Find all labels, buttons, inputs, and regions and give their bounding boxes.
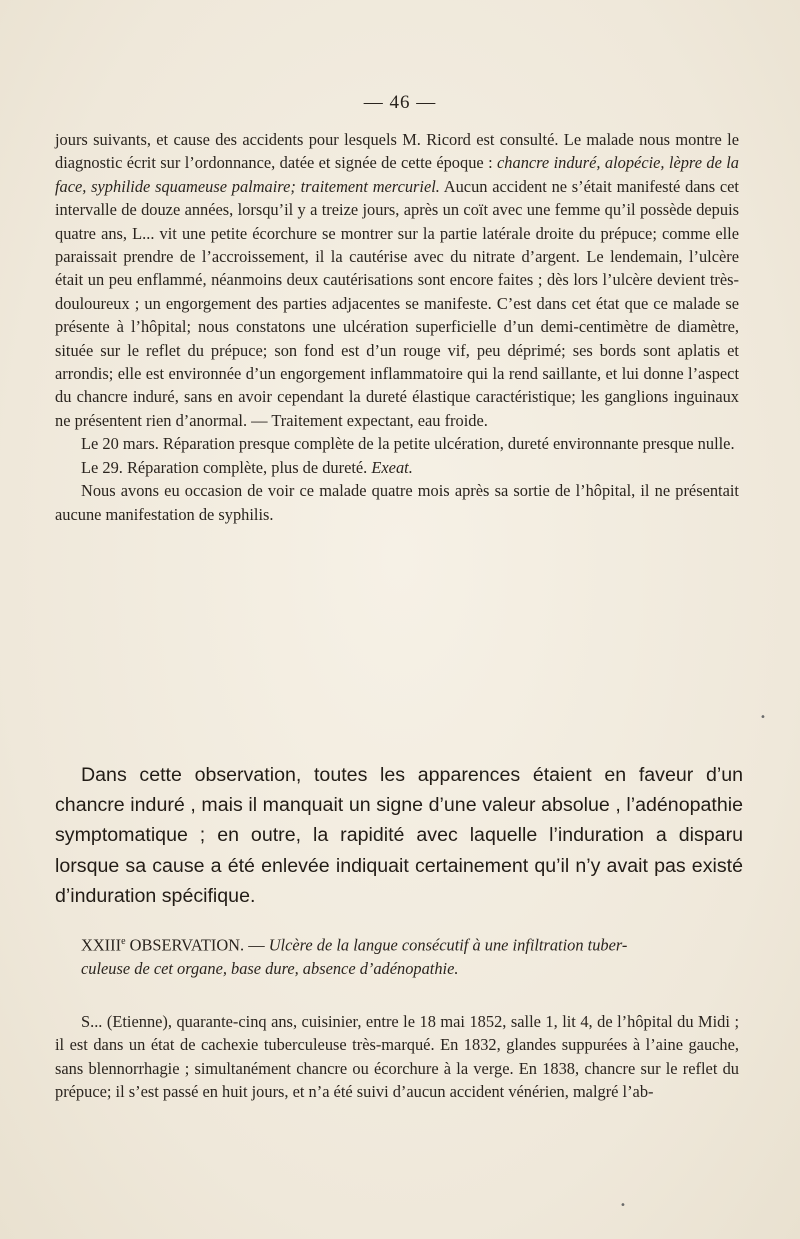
- margin-speck: •: [760, 712, 766, 723]
- summary-text: Dans cette observation, toutes les apparences étaient en faveur d’un chancre induré , mais il manquait un signe d’une valeur absolue , l’adénopathie symptomatique ; en outre, la rapidité avec laquelle l’induration a disparu lorsque sa cause a été enlevée indiquait certainement qu’il n’y avait pas existé d’induration spécifique.: [55, 764, 743, 907]
- exeat-italic: Exeat.: [371, 457, 413, 477]
- paragraph: [55, 456, 739, 479]
- margin-speck: •: [620, 1200, 626, 1211]
- text-run: jours suivants, et cause des accidents pour lesquels M. Ricord est consulté. Le malade nous montre le diagnostic écrit sur l’ordonnance, datée et signée de cette époque :: [55, 130, 739, 173]
- observation-numeral: XXIII: [81, 935, 122, 955]
- paragraph: Nous avons eu occasion de voir ce malade quatre mois après sa sortie de l’hôpital, il ne présentait aucune manifestation de syphilis.: [55, 481, 739, 524]
- paragraph: S... (Etienne), quarante-cinq ans, cuisinier, entre le 18 mai 1852, salle 1, lit 4, de l’hôpital du Midi ; il est dans un état de cachexie tuberculeuse très-marqué. En 1832, glandes suppurées à l’aine gauche, sans blennorrhagie ; simultanément chancre ou écorchure à la verge. En 1838, chancre sur le reflet du prépuce; il s’est passé en huit jours, et n’a été suivi d’aucun accident vénérien, malgré l’ab-: [55, 1012, 739, 1102]
- paragraph: Le 20 mars. Réparation presque complète de la petite ulcération, dureté environnante presque nulle.: [81, 434, 735, 454]
- observation-sup: e: [121, 936, 126, 947]
- observation-title-line: [55, 930, 743, 957]
- observation-label: OBSERVATION. —: [125, 935, 269, 955]
- page-number: — 46 —: [363, 92, 437, 113]
- paragraph: [55, 128, 739, 432]
- observation-heading: [55, 930, 743, 981]
- observation-text-bottom: [55, 1010, 739, 1104]
- observation-text-top: [55, 128, 739, 526]
- text-run: Aucun accident ne s’était manifesté dans cet intervalle de douze années, lorsqu’il y a treize jours, après un coït avec une femme qu’il possède depuis quatre ans, L... vit une petite écorchure se montrer sur la partie latérale droite du prépuce; comme elle paraissait prendre de l’accroissement, il la cautérise avec du nitrate d’argent. Le lendemain, l’ulcère était un peu enflammé, néanmoins deux cautérisations sont encore faites ; dès lors l’ulcère devient très-douloureux ; un engorgement des parties adjacentes se manifeste. C’est dans cet état que ce malade se présente à l’hôpital; nous constatons une ulcération superficielle d’un demi-centimètre de diamètre, située sur le reflet du prépuce; son fond est d’un rouge vif, peu déprimé; ses bords sont aplatis et arrondis; elle est environnée d’un engorgement inflammatoire qui la rend saillante, et lui donne l’aspect du chancre induré, sans en avoir cependant la dureté élastique caractéristique; les ganglions inguinaux ne présentent rien d’anormal. — Traitement expectant, eau froide.: [55, 176, 739, 430]
- observation-description: Ulcère de la langue consécutif à une infiltration tuber-: [268, 935, 628, 955]
- observation-description-cont: culeuse de cet organe, base dure, absence d’adénopathie.: [81, 959, 459, 979]
- summary-paragraph: [55, 760, 743, 911]
- diagnosis-italic: chancre induré, alopécie, lèpre de la face, syphilide squameuse palmaire; traitement mercuriel.: [55, 153, 739, 196]
- text-run: Le 29. Réparation complète, plus de dureté.: [81, 457, 372, 477]
